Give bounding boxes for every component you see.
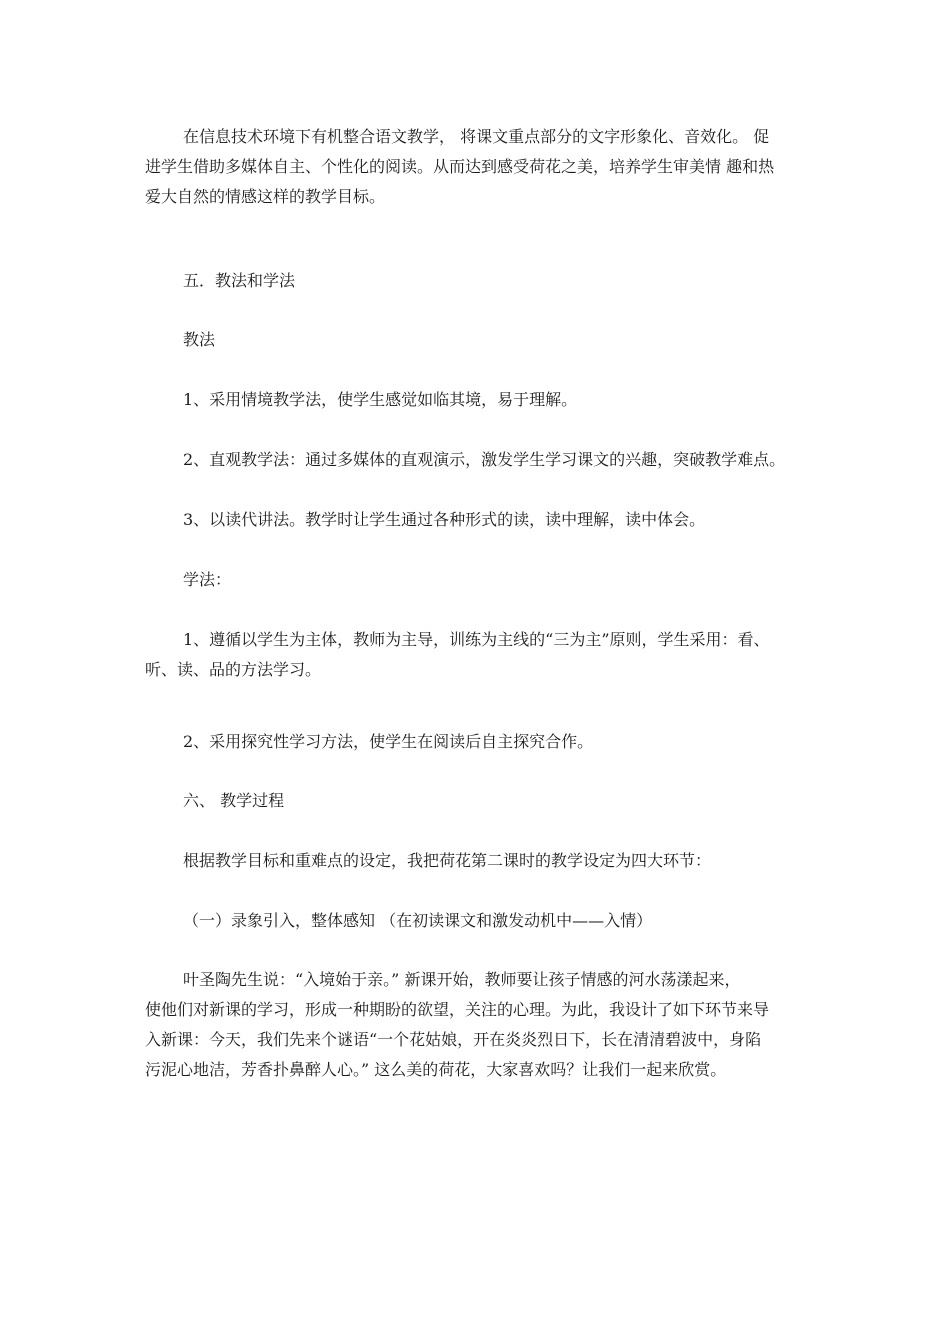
text-line: 使他们对新课的学习，形成一种期盼的欲望，关注的心理。为此，我设计了如下环节来导 xyxy=(145,1000,770,1019)
text-line: 入新课：今天，我们先来个谜语“一个花姑娘，开在炎炎烈日下，长在清清碧波中，身陷 xyxy=(145,1030,762,1049)
text-line: 叶圣陶先生说：“入境始于亲。” 新课开始，教师要让孩子情感的河水荡漾起来， xyxy=(183,970,741,989)
text-line: 进学生借助多媒体自主、个性化的阅读。从而达到感受荷花之美，培养学生审美情 趣和热 xyxy=(145,157,775,176)
text-line: 爱大自然的情感这样的教学目标。 xyxy=(145,187,386,206)
text-line: 污泥心地洁，芳香扑鼻醉人心。” 这么美的荷花，大家喜欢吗？让我们一起来欣赏。 xyxy=(145,1060,727,1079)
section-heading-teaching-process: 六、 教学过程 xyxy=(183,791,285,810)
section-heading-teaching-learning-methods: 五．教法和学法 xyxy=(183,271,296,290)
teaching-method-label: 教法 xyxy=(183,330,216,349)
process-intro: 根据教学目标和重难点的设定，我把荷花第二课时的教学设定为四大环节： xyxy=(183,851,712,870)
text-line: 听、读、品的方法学习。 xyxy=(145,660,322,679)
step-body-paragraph xyxy=(145,965,810,1085)
learning-item: 2、采用探究性学习方法，使学生在阅读后自主探究合作。 xyxy=(183,732,594,751)
text-line: 1、遵循以学生为主体，教师为主导，训练为主线的“三为主”原则，学生采用：看、 xyxy=(183,630,770,649)
teaching-item: 1、采用情境教学法，使学生感觉如临其境，易于理解。 xyxy=(183,390,578,409)
learning-item xyxy=(145,625,810,685)
step-heading: （一）录象引入，整体感知 （在初读课文和激发动机中——入情） xyxy=(183,911,653,930)
teaching-item: 2、直观教学法：通过多媒体的直观演示，激发学生学习课文的兴趣，突破教学难点。 xyxy=(183,450,786,469)
learning-method-label: 学法： xyxy=(183,570,232,589)
text-line: 在信息技术环境下有机整合语文教学， 将课文重点部分的文字形象化、音效化。 促 xyxy=(183,127,770,146)
teaching-item: 3、以读代讲法。教学时让学生通过各种形式的读，读中理解，读中体会。 xyxy=(183,510,706,529)
intro-paragraph xyxy=(145,122,810,212)
